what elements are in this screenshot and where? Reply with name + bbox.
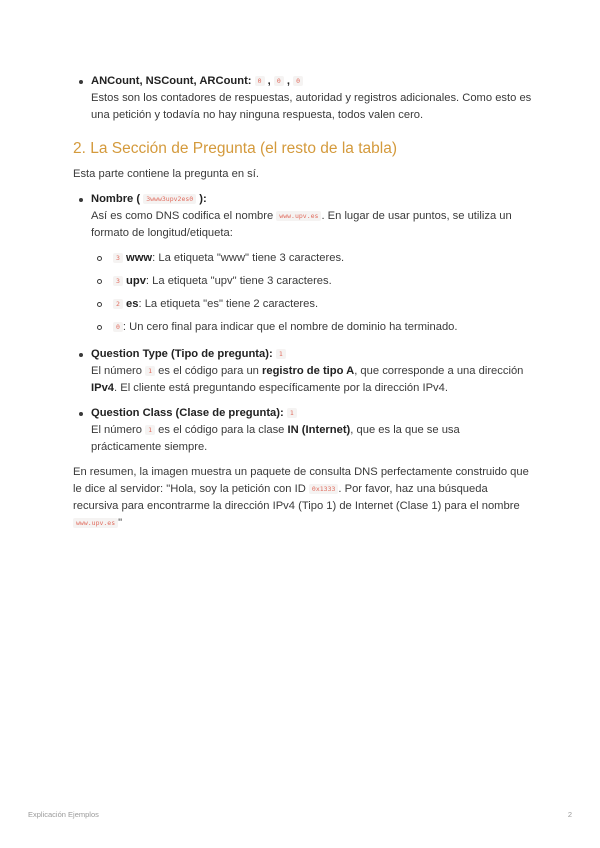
ancount-code: 0: [255, 76, 265, 86]
nombre-code: 3www3upv2es0: [143, 194, 196, 204]
nombre-label-post: ):: [199, 193, 207, 205]
list-item-nombre: [73, 191, 533, 336]
query-id-code: 0x1333: [309, 484, 338, 494]
qclass-label: Question Class (Clase de pregunta):: [91, 407, 284, 419]
counters-description: Estos son los contadores de respuestas, autoridad y registros adicionales. Como esto es una petición y todavía no hay ninguna respuesta, todos valen cero.: [91, 92, 532, 121]
qclass-text: El número: [91, 424, 142, 436]
list-item-counters: [73, 73, 533, 124]
arcount-code: 0: [293, 76, 303, 86]
length-code: 3: [113, 276, 123, 286]
label-breakdown-list: [91, 250, 533, 336]
counters-label: ANCount, NSCount, ARCount:: [91, 75, 252, 87]
list-item-qtype: [73, 346, 533, 397]
summary-text: En resumen, la imagen muestra un paquete de consulta DNS perfectamente construido que le dice al servidor: "Hola, soy la petición con ID: [73, 466, 529, 495]
qclass-text: , que es la que se usa prácticamente siempre.: [91, 424, 460, 453]
nombre-label-pre: Nombre (: [91, 193, 141, 205]
domain-code: www.upv.es: [73, 518, 118, 528]
question-fields-list: [73, 191, 533, 456]
counters-list: [73, 73, 533, 124]
qtype-bold: IPv4: [91, 382, 115, 394]
qtype-code: 1: [276, 349, 286, 359]
nombre-desc-code: www.upv.es: [276, 211, 321, 221]
page-number: 2: [567, 810, 572, 819]
summary-paragraph: [73, 464, 533, 532]
qtype-text: es el código para un: [158, 365, 259, 377]
summary-text: . Por favor, haz una búsqueda recursiva para encontrarme la dirección IPv4 (Tipo 1) de Internet (Clase 1) para el nombre: [73, 483, 520, 512]
length-code: 2: [113, 299, 123, 309]
length-code: 3: [113, 253, 123, 263]
label-text: : La etiqueta "www" tiene 3 caracteres.: [152, 252, 345, 264]
qtype-inline-code: 1: [145, 366, 155, 376]
label-text: : Un cero final para indicar que el nombre de dominio ha terminado.: [122, 321, 458, 333]
summary-text: ": [118, 517, 123, 529]
qtype-text: , que corresponde a una dirección: [354, 365, 524, 377]
qtype-text: El número: [91, 365, 142, 377]
length-code: 0: [113, 322, 123, 332]
label-name: www: [126, 252, 153, 264]
nscount-code: 0: [274, 76, 284, 86]
section-intro: Esta parte contiene la pregunta en sí.: [73, 168, 259, 180]
nombre-desc-pre: Así es como DNS codifica el nombre: [91, 210, 274, 222]
nombre-desc-post: . En lugar de usar puntos, se utiliza un formato de longitud/etiqueta:: [91, 210, 512, 239]
footer-title: Explicación Ejemplos: [28, 810, 99, 819]
label-text: : La etiqueta "upv" tiene 3 caracteres.: [145, 275, 332, 287]
qclass-text: es el código para la clase: [158, 424, 285, 436]
section-heading: 2. La Sección de Pregunta (el resto de la tabla): [73, 140, 397, 157]
label-name: upv: [126, 275, 146, 287]
list-item-qclass: [73, 405, 533, 456]
qclass-inline-code: 1: [145, 425, 155, 435]
label-text: : La etiqueta "es" tiene 2 caracteres.: [138, 298, 319, 310]
qtype-label: Question Type (Tipo de pregunta):: [91, 348, 273, 360]
sub-item-es: [91, 296, 533, 313]
document-body: [73, 73, 533, 540]
sub-item-upv: [91, 273, 533, 290]
qtype-text: . El cliente está preguntando específicamente por la dirección IPv4.: [114, 382, 448, 394]
label-name: es: [126, 298, 139, 310]
sub-item-terminator: [91, 319, 533, 336]
separator: ,: [267, 75, 271, 87]
sub-item-www: [91, 250, 533, 267]
qtype-bold: registro de tipo A: [262, 365, 355, 377]
qclass-code: 1: [287, 408, 297, 418]
qclass-bold: IN (Internet): [287, 424, 351, 436]
separator: ,: [286, 75, 291, 87]
